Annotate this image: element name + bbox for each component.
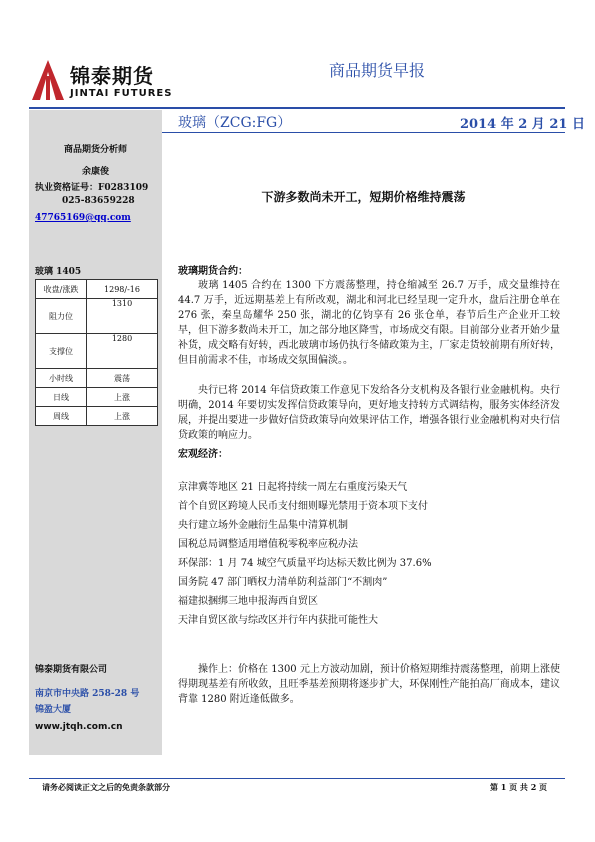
weekly-value: 上涨 xyxy=(87,407,158,426)
market-table xyxy=(35,279,158,426)
contact-website-link[interactable]: www.jtqh.com.cn xyxy=(35,722,123,732)
company-name-cn: 锦泰期货 xyxy=(70,64,154,88)
footer-page-number: 第 1 页 共 2 页 xyxy=(490,782,548,792)
contact-company: 锦泰期货有限公司 xyxy=(35,665,108,675)
header-divider xyxy=(29,107,565,109)
list-item: 央行建立场外金融衍生品集中清算机制 xyxy=(178,520,348,531)
daily-value: 上涨 xyxy=(87,388,158,407)
table-row xyxy=(36,407,158,426)
analyst-email-link[interactable]: 47765169@qq.com xyxy=(35,213,131,223)
list-item: 环保部：1 月 74 城空气质量平均达标天数比例为 37.6% xyxy=(178,558,432,569)
list-item: 京津冀等地区 21 日起将持续一周左右重度污染天气 xyxy=(178,482,408,493)
contact-address-1: 南京市中央路 258-28 号 xyxy=(35,689,140,699)
paragraph-glass: 玻璃 1405 合约在 1300 下方震荡整理，持仓缩减至 26.7 万手，成交量维持在 44.7 万手，近远期基差上有所改观，湖北和河北已经呈现一定升水，盘后注册仓单在 276 张，秦皇岛耀华 250 张，湖北的亿钧享有 26 张仓单，春节后生产企业开工较早，但下游多数尚未开工，加之部分地区降雪，市场成交有限。目前部分业者开始少量补货，成交略有好转，西北玻璃市场仍执行冬储政策为主，厂家走货较前期有所好转，但目前需求不佳，市场成交氛围偏淡。。 xyxy=(178,280,560,366)
table-row xyxy=(36,369,158,388)
section-title-macro: 宏观经济： xyxy=(178,449,228,460)
hourly-value: 震荡 xyxy=(87,369,158,388)
resistance-value: 1310 xyxy=(87,299,158,334)
sidebar xyxy=(29,110,162,755)
commodity-title: 玻璃（ZCG:FG） xyxy=(178,115,292,131)
footer-disclaimer: 请务必阅读正文之后的免责条款部分 xyxy=(42,782,170,792)
list-item: 国税总局调整适用增值税零税率应税办法 xyxy=(178,539,358,550)
list-item: 福建拟捆绑三地申报海西自贸区 xyxy=(178,596,318,607)
market-title: 玻璃 1405 xyxy=(35,267,82,277)
weekly-label: 周线 xyxy=(36,407,87,426)
list-item: 首个自贸区跨境人民币支付细则曝光禁用于资本项下支付 xyxy=(178,501,428,512)
article-headline: 下游多数尚未开工，短期价格维持震荡 xyxy=(261,190,466,204)
analyst-name: 余康俊 xyxy=(81,167,109,177)
close-value: 1298/-16 xyxy=(87,280,158,299)
analyst-license: 执业资格证号：F0283109 xyxy=(35,183,149,193)
analyst-phone: 025-83659228 xyxy=(62,196,135,206)
resistance-label: 阻力位 xyxy=(36,299,87,334)
jintai-logo-icon xyxy=(30,58,66,102)
hourly-label: 小时线 xyxy=(36,369,87,388)
contact-address-2: 锦盈大厦 xyxy=(35,705,72,715)
list-item: 国务院 47 部门晒权力清单防利益部门“不割肉” xyxy=(178,577,388,588)
company-name-en: JINTAI FUTURES xyxy=(70,88,173,99)
analyst-heading: 商品期货分析师 xyxy=(63,145,127,155)
section-title-glass: 玻璃期货合约： xyxy=(178,266,248,277)
daily-label: 日线 xyxy=(36,388,87,407)
support-label: 支撑位 xyxy=(36,334,87,369)
table-row xyxy=(36,280,158,299)
paragraph-operation: 操作上：价格在 1300 元上方波动加剧，预计价格短期维持震荡整理，前期上涨使得期现基差有所收敛，且旺季基差预期将逐步扩大，环保刚性产能拍高厂商成本，建议背靠 1280 附近逢低做多。 xyxy=(178,664,560,705)
table-row xyxy=(36,334,158,369)
footer-divider xyxy=(29,778,565,779)
paragraph-policy: 央行已将 2014 年信贷政策工作意见下发给各分支机构及各银行业金融机构。央行明确，2014 年要切实发挥信贷政策导向，更好地支持转方式调结构，服务实体经济发展，并提出要进一步做好信贷政策导向效果评估工作，增强各银行业金融机构对央行信贷政策的响应力。 xyxy=(178,385,560,441)
table-row xyxy=(36,299,158,334)
support-value: 1280 xyxy=(87,334,158,369)
macro-news-list xyxy=(178,480,560,632)
report-date: 2014 年 2 月 21 日 xyxy=(460,117,585,132)
close-label: 收盘/涨跌 xyxy=(36,280,87,299)
table-row xyxy=(36,388,158,407)
list-item: 天津自贸区欲与综改区并行年内获批可能性大 xyxy=(178,615,378,626)
report-type-title: 商品期货早报 xyxy=(328,61,425,80)
